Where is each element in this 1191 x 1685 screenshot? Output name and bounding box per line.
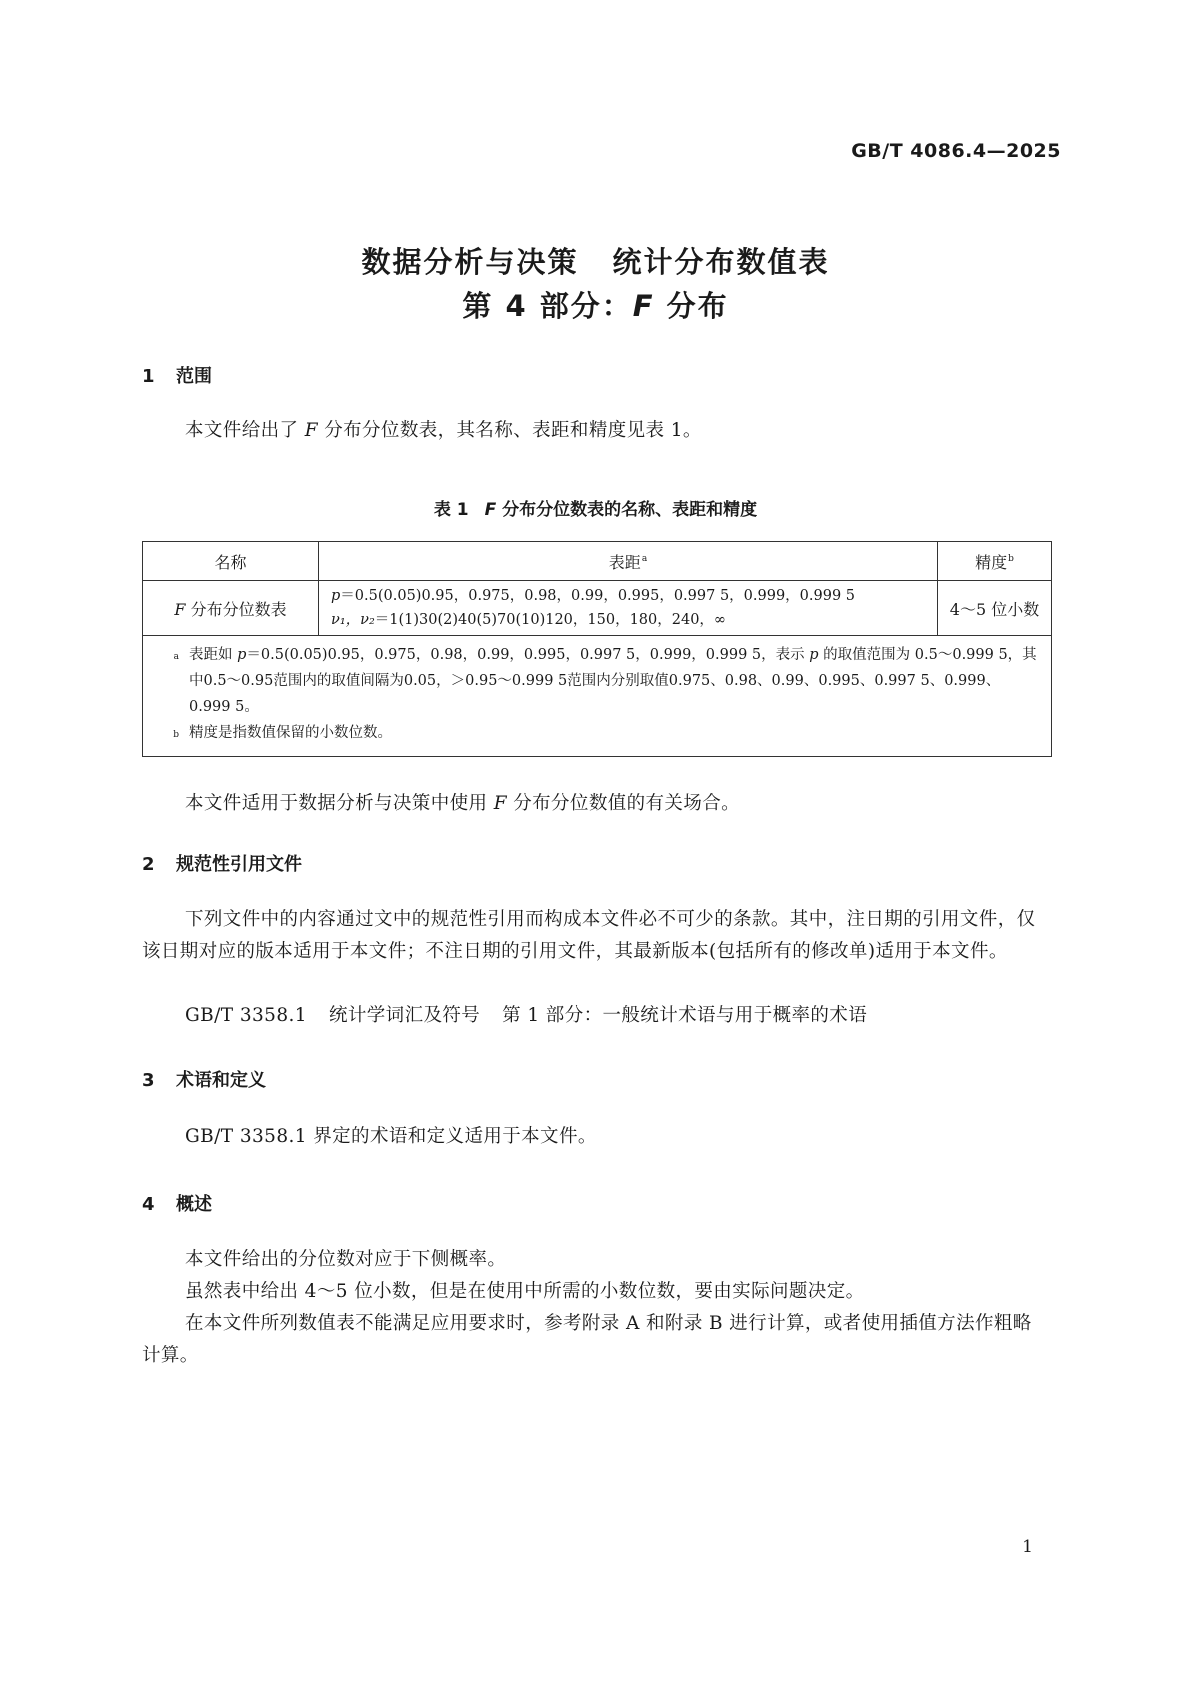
section-number: 3 <box>142 1070 155 1091</box>
math-symbol: p <box>809 647 819 663</box>
cell-text: ＝0.5(0.05)0.95，0.975，0.98，0.99，0.995，0.997 5，0.999，0.999 5 <box>340 588 856 604</box>
header-label: 名称 <box>214 552 247 572</box>
table-row <box>143 581 1052 636</box>
table-caption <box>0 495 1191 520</box>
section1-paragraph-2 <box>142 788 1049 820</box>
section-heading-2 <box>142 850 302 876</box>
title-line2-prefix: 第 4 部分： <box>462 289 633 323</box>
header-range <box>319 542 938 581</box>
note-text: 精度是指数值保留的小数位数。 <box>189 725 392 741</box>
text-run: 本文件给出了 <box>185 420 305 441</box>
title-part2: 统计分布数值表 <box>612 245 830 279</box>
text-run: 表距如 <box>189 647 238 663</box>
text-run: ＝0.5(0.05)0.95，0.975，0.98，0.99，0.995，0.997 5，0.999，0.999 5，表示 <box>246 647 810 663</box>
section4-paragraph-3: 在本文件所列数值表不能满足应用要求时，参考附录 A 和附录 B 进行计算，或者使用插值方法作粗略计算。 <box>142 1313 1032 1366</box>
section-heading-4 <box>142 1190 212 1216</box>
footnote-marker: a <box>173 652 179 662</box>
section-number: 4 <box>142 1194 155 1215</box>
cell-range <box>319 581 938 636</box>
distribution-table <box>142 541 1052 757</box>
section-heading-3 <box>142 1066 266 1092</box>
section3-paragraph-1: GB/T 3358.1 界定的术语和定义适用于本文件。 <box>185 1126 597 1147</box>
section-title: 术语和定义 <box>176 1070 266 1091</box>
title-part1: 数据分析与决策 <box>361 245 579 279</box>
reference-title: 第 1 部分：一般统计术语与用于概率的术语 <box>502 1005 868 1026</box>
footnote-marker: b <box>1008 554 1014 565</box>
cell-name <box>143 581 319 636</box>
math-symbol: F <box>493 793 507 814</box>
section-heading-1 <box>142 362 212 388</box>
note-text <box>189 642 1037 720</box>
section-title: 规范性引用文件 <box>176 854 302 875</box>
title-line2-suffix: 分布 <box>654 289 729 323</box>
text-run: 的取值范围为 0.5～0.999 5，其中0.5～0.95范围内的取值间隔为0.05，＞0.95～0.999 5范围内分别取值0.975、0.98、0.99、0.995、0.997 5、0.999、0.999 5。 <box>189 647 1037 715</box>
header-label: 表距 <box>608 552 641 572</box>
text-run: 本文件适用于数据分析与决策中使用 <box>185 793 494 814</box>
table-label: 表 1 <box>433 500 469 520</box>
section-title: 范围 <box>176 366 212 387</box>
document-title-line1 <box>0 240 1191 281</box>
cell-precision: 4～5 位小数 <box>938 581 1052 636</box>
cell-text: 分布分位数表 <box>185 599 287 619</box>
math-symbol: p <box>331 588 341 604</box>
table-notes-row <box>143 636 1052 757</box>
table-caption-text: 分布分位数表的名称、表距和精度 <box>496 500 758 520</box>
footnote-marker: a <box>641 554 648 565</box>
range-line-nu <box>331 608 925 632</box>
text-run: 分布分位数表，其名称、表距和精度见表 1。 <box>317 420 702 441</box>
table-note-a <box>157 642 1037 720</box>
math-symbol: F <box>304 420 318 441</box>
table-header-row <box>143 542 1052 581</box>
section4-paragraph-1: 本文件给出的分位数对应于下侧概率。 <box>185 1249 507 1270</box>
reference-title: 统计学词汇及符号 <box>328 1005 481 1026</box>
title-symbol: F <box>632 289 655 323</box>
section4-paragraph-2: 虽然表中给出 4～5 位小数，但是在使用中所需的小数位数，要由实际问题决定。 <box>185 1281 865 1302</box>
section-title: 概述 <box>176 1194 212 1215</box>
range-line-p <box>331 584 925 608</box>
cell-text: ＝1(1)30(2)40(5)70(10)120，150，180，240，∞ <box>374 612 727 628</box>
section2-paragraph-1: 下列文件中的内容通过文中的规范性引用而构成本文件必不可少的条款。其中，注日期的引用文件，仅该日期对应的版本适用于本文件；不注日期的引用文件，其最新版本(包括所有的修改单)适用于本文件。 <box>142 909 1036 962</box>
section-number: 1 <box>142 366 155 387</box>
table-note-b <box>157 720 1037 748</box>
text-run: 分布分位数值的有关场合。 <box>506 793 741 814</box>
section1-paragraph-1 <box>142 415 1049 447</box>
section-number: 2 <box>142 854 155 875</box>
math-symbol: p <box>237 647 247 663</box>
math-symbol: F <box>484 500 497 520</box>
math-symbol: F <box>174 599 186 619</box>
normative-reference <box>142 1000 1049 1032</box>
header-precision <box>938 542 1052 581</box>
reference-code: GB/T 3358.1 <box>185 1005 307 1026</box>
table-notes <box>143 636 1052 757</box>
header-name <box>143 542 319 581</box>
math-symbol: ν₁，ν₂ <box>331 612 375 628</box>
document-title-line2 <box>0 284 1191 325</box>
footnote-marker: b <box>173 730 179 740</box>
standard-number: GB/T 4086.4—2025 <box>851 140 1061 162</box>
header-label: 精度 <box>975 552 1008 572</box>
page-number: 1 <box>1022 1537 1033 1557</box>
